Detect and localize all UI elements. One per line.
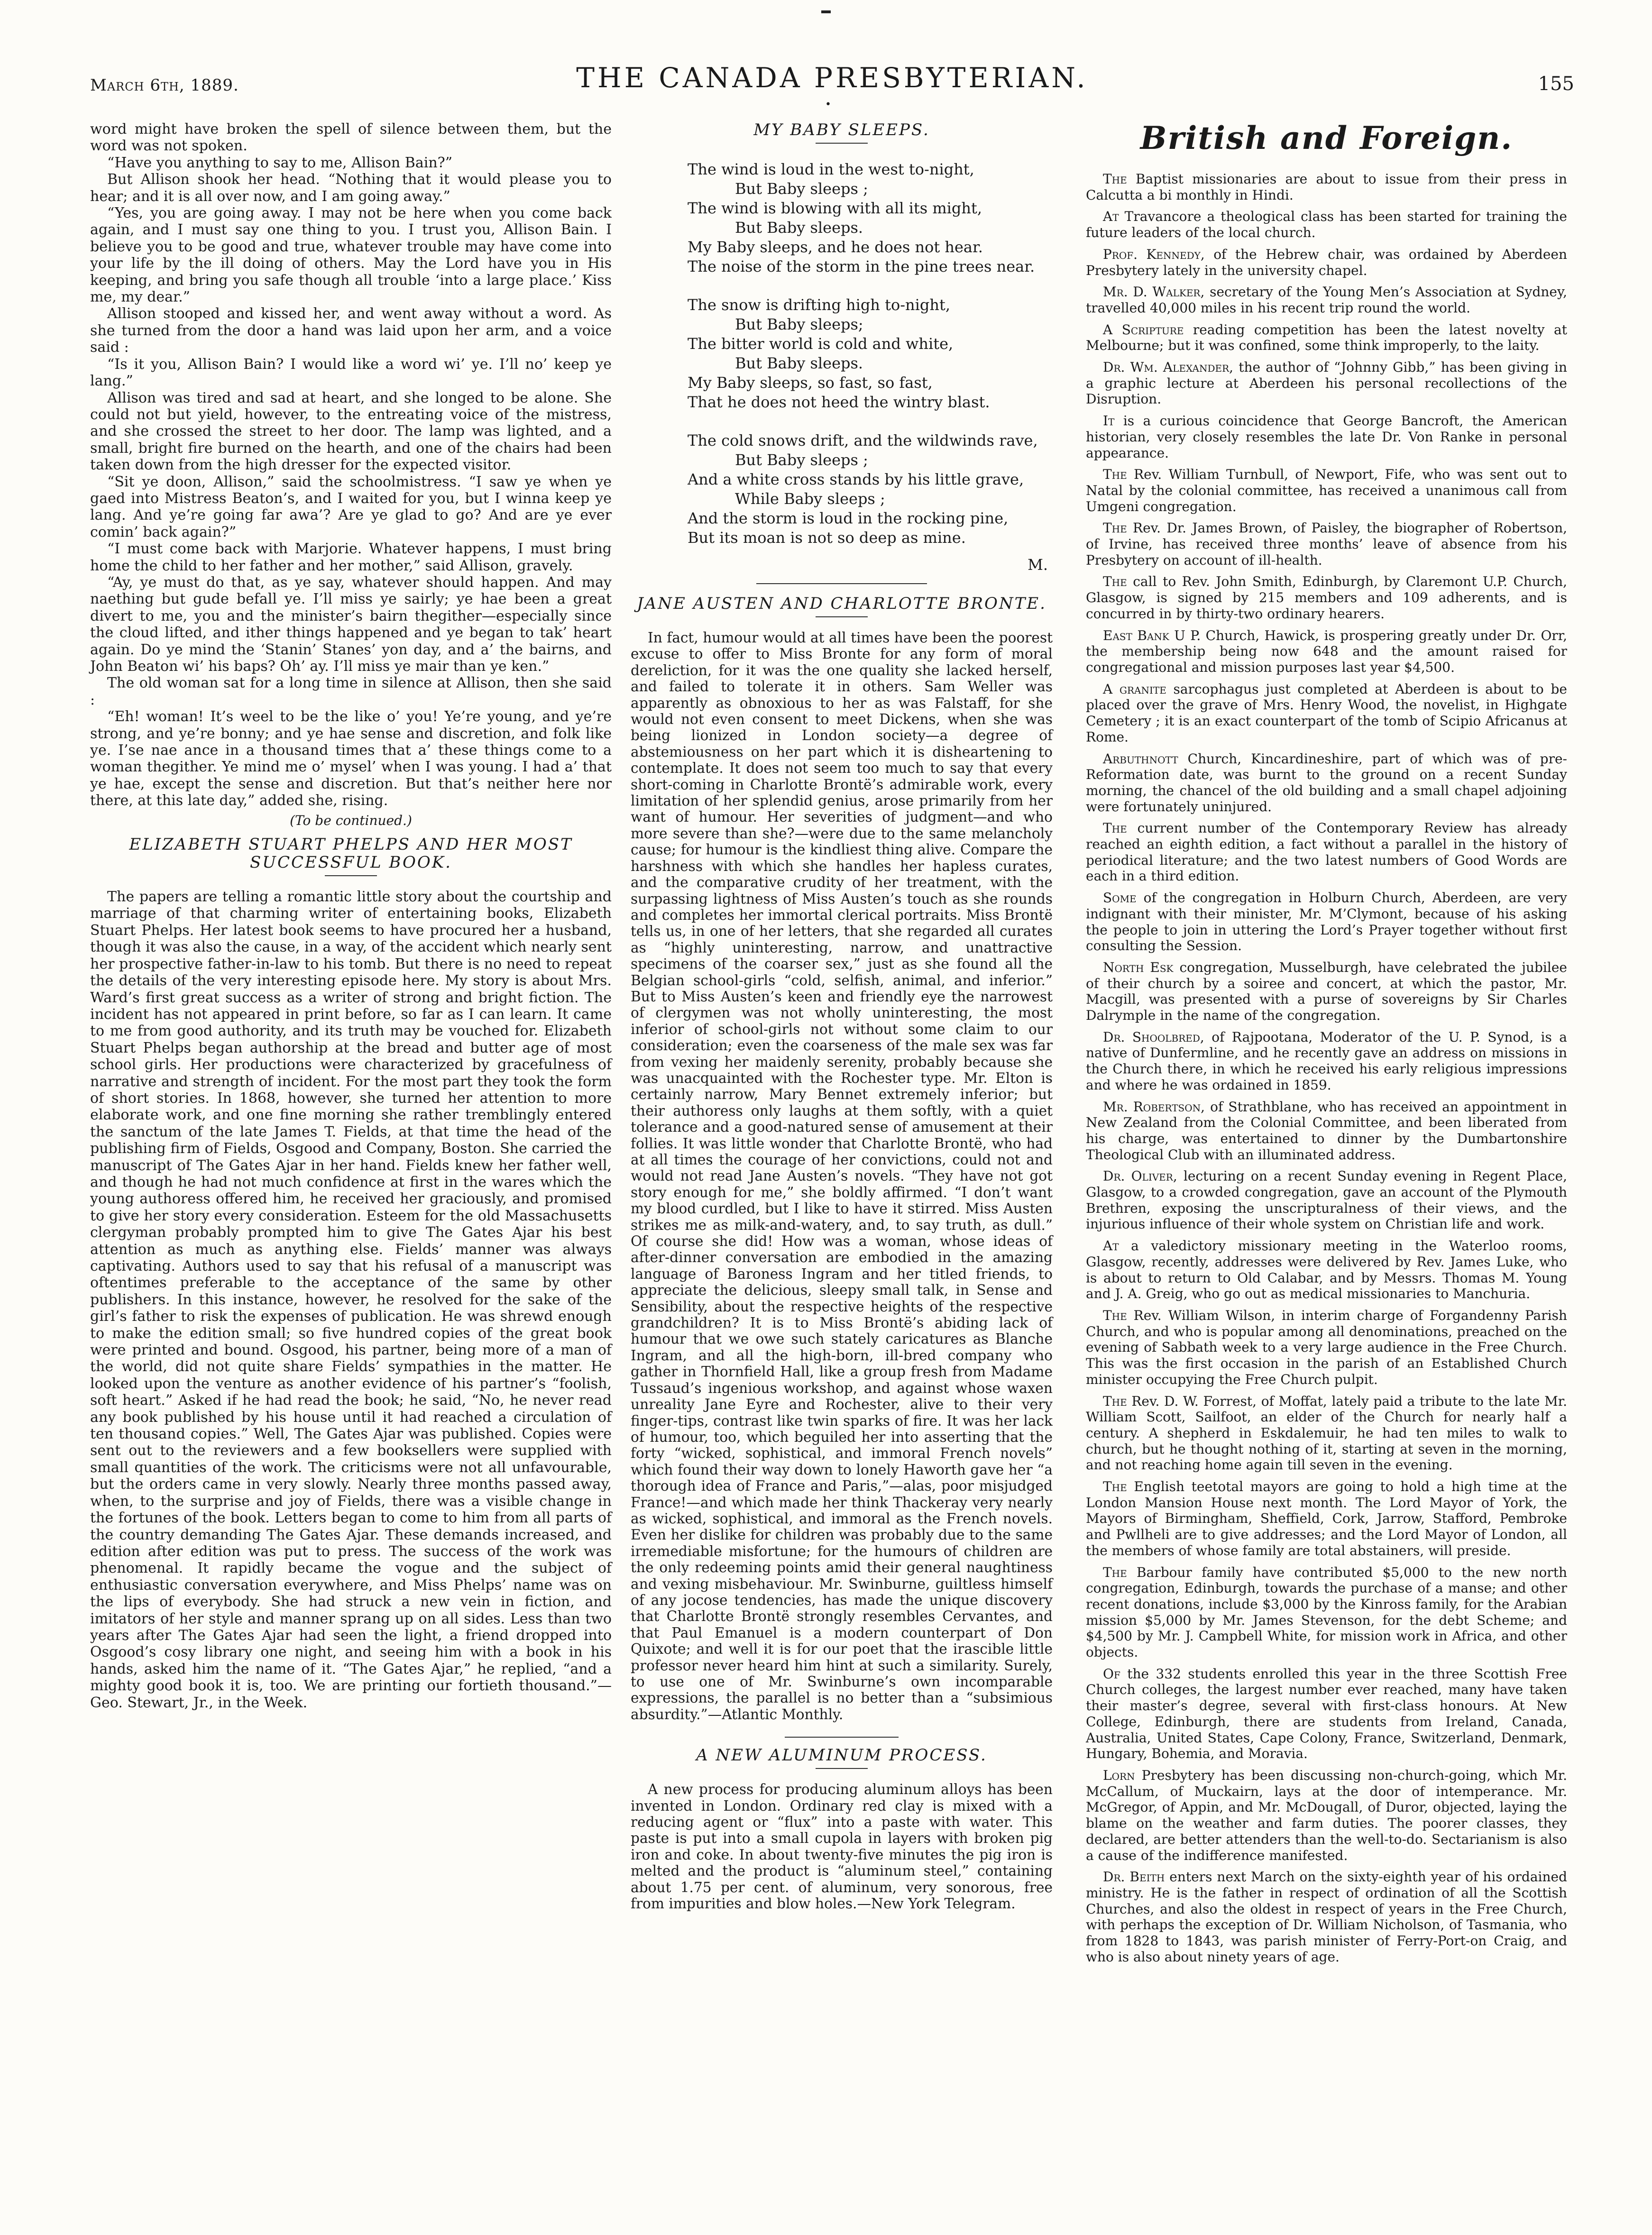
news-item-lead: The [1103,171,1127,187]
news-item-lead: It [1103,413,1115,429]
poem-line: But its moan is not so deep as mine. [688,529,966,547]
news-item-text: secretary of the Young Men’s Association at Sydney, travelled 40,000 miles in his recent trip round the world. [1086,284,1567,316]
news-item-text: call to Rev. John Smith, Edinburgh, by Claremont U.P. Church, Glasgow, is signed by 215 members and 109 adherents, and is concurred in by thirty-two ordinary hearers. [1086,574,1567,622]
masthead-dot: • [825,99,831,110]
news-item [1086,1768,1567,1863]
poem [688,160,1053,575]
news-item-lead: Of [1103,1666,1120,1682]
news-item-text: Rev. William Wilson, in interim charge of Forgandenny Parish Church, and who is popular among all denominations, preached on the evening of Sabbath week to a very large audience in the Free Church. This was the first occasion in the parish of an Established Church minister occupying the Free Church pulpit. [1086,1308,1567,1387]
news-item [1086,171,1567,203]
poem-line: While Baby sleeps ; [735,490,885,508]
news-item-lead: East Bank [1103,627,1169,643]
news-item [1086,1869,1567,1965]
news-item [1086,574,1567,622]
news-item-text: the 332 students enrolled this year in the three Scottish Free Church colleges, the largest number ever reached, many have taken their master’s degree, several with first-class honours. At New College, Edinburgh, there are students from Ireland, Canada, Australia, United States, Cape Colony, France, Switzerland, Denmark, Hungary, Bohemia, and Moravia. [1086,1666,1567,1762]
page-mark [821,10,831,13]
british-foreign-title: British and Foreign. [1140,119,1513,156]
title-rule [816,1768,868,1769]
news-item-text: is a curious coincidence that George Bancroft, the American historian, very closely resembles the late Dr. Von Ranke in personal appearance. [1086,413,1567,461]
news-item [1086,247,1567,278]
news-item-lead: The [1103,1479,1127,1495]
news-item [1086,890,1567,954]
poem-line: And a white cross stands by his little grave, [688,470,1024,488]
news-item-lead: The [1103,467,1127,483]
news-items [1086,171,1567,1965]
news-item-lead: North Esk [1103,959,1174,975]
news-item-lead: Dr. Shoolbred, [1103,1029,1204,1045]
news-item [1086,1238,1567,1302]
news-item-text: sarcophagus just completed at Aberdeen is about to be placed over the grave of Mrs. Henry Wood, the novelist, in Highgate Cemetery ; it is an exact counterpart of the tomb of Scipio Africanus at Rome. [1086,681,1567,745]
news-item-text: lecturing on a recent Sunday evening in Regent Place, Glasgow, to a crowded congregation, gave an account of the Plymouth Brethren, exposing the unscripturalness of their views, and the injurious influence of their whole system on Christian life and work. [1086,1168,1567,1232]
news-item-text: Travancore a theological class has been started for training the future leaders of the local church. [1086,209,1567,241]
column-left [90,121,612,1712]
to-be-continued: (To be continued.) [290,812,412,828]
poem-line: But Baby sleeps ; [735,180,868,198]
news-item-lead: Prof. Kennedy, [1103,246,1205,262]
news-item-lead: Arbuthnott [1103,751,1178,767]
poem-signature: M. [1028,556,1048,574]
poem-line: The snow is drifting high to-night, [688,296,950,314]
poem-line: And the storm is loud in the rocking pine, [688,509,1009,527]
story-paragraph: “Sit ye doon, Allison,” said the schoolmistress. “I saw ye when ye gaed into Mistress Beaton’s, and I waited for you, but I winna keep ye lang. And ye’re going far awa’? Are ye glad to go? And are ye ever comin’ back again?” [90,473,612,540]
austen-paragraph: In fact, humour would at all times have been the poorest excuse to offer to Miss Bronte for any form of moral dereliction, for it was the one quality she lacked herself, and failed to tolerate it in others. Sam Weller was apparently as obnoxious to her as was Falstaff, for she would not even consent to meet Dickens, when she was being lionized in London society—a degree of abstemiousness on her part which it is disheartening to contemplate. It does not seem too much to say that every short-coming in Charlotte Brontë’s admirable work, every limitation of her splendid genius, arose primarily from her want of humour. Her severities of judgment—and who more severe than she?—were due to the same melancholy cause; for humour is the kindliest thing alive. Compare the harshness with which she handles her hapless curates, and the comparative crudity of her treatment, with the surpassing lightness of Miss Austen’s touch as she rounds and completes her immortal clerical portraits. Miss Brontë tells us, in one of her letters, that she regarded all curates as “highly uninteresting, narrow, and unattractive specimens of the coarser sex,” just as she found all the Belgian school-girls “cold, selfish, animal, and inferior.” But to Miss Austen’s keen and friendly eye the narrowest of clergymen was not wholly uninteresting, the most inferior of school-girls not without some claim to our consideration; even the coarseness of the male sex was far from vexing her maidenly serenity, probably because she was unacquainted with the Rochester type. Mr. Elton is certainly narrow, Mary Bennet extremely inferior; but their authoress only laughs at them softly, with a quiet tolerance and a good-natured sense of amusement at their follies. It was little wonder that Charlotte Brontë, who had at all times the courage of her convictions, could not and would not read Jane Austen’s novels. “They have not got story enough for me,” she boldly affirmed. “I don’t want my blood curdled, but I like to have it stirred. Miss Austen strikes me as milk-and-watery, and, to say truth, as dull.” Of course she did! How was a woman, whose ideas of after-dinner conversation are embodied in the amazing language of Baroness Ingram and her titled friends, to appreciate the delicious, sleepy small talk, in Sense and Sensibility, about the respective heights of the respective grandchildren? It is to Miss Brontë’s abiding lack of humour that we owe such stately caricatures as Blanche Ingram, and all the high-born, ill-bred company who gather in Thornfield Hall, like a group fresh from Madame Tussaud’s ingenious workshop, and against whose waxen unreality Jane Eyre and Rochester, alive to their very finger-tips, contrast like twin sparks of fire. It was her lack of humour, too, which beguiled her into asserting that the forty “wicked, sophistical, and immoral French novels” which found their way down to lonely Haworth gave her “a thorough idea of France and Paris,”—alas, poor misjudged France!—and which made her think Thackeray very nearly as wicked, sophistical, and immoral as the French novels. Even her dislike for children was probably due to the same irremediable misfortune; for the humours of children are the only redeeming points amid their general naughtiness and vexing misbehaviour. Mr. Swinburne, guiltless himself of any jocose tendencies, has made the unique discovery that Charlotte Brontë strongly resembles Cervantes, and that Paul Emanuel is a modern counterpart of Don Quixote; and well it is for our poet that the irascible little professor never heard him hint at such a similarity. Surely, to use one of Mr. Swinburne’s own incomparable expressions, the parallel is no better than a “subsimious absurdity.”—Atlantic Monthly. [631,630,1053,1722]
news-item-lead: Lorn [1103,1767,1135,1783]
title-rule [325,875,377,876]
poem-line: But Baby sleeps; [735,315,863,333]
poem-line: The wind is blowing with all its might, [688,199,982,217]
poem-line: But Baby sleeps. [735,219,863,237]
news-item-text: of Strathblane, who has received an appointment in New Zealand from the Colonial Committee, and been liberated from his charge, was entertained to dinner by the Dumbartonshire Theological Club with an illuminated address. [1086,1099,1568,1163]
news-item-text: of the Hebrew chair, was ordained by Aberdeen Presbytery lately in the university chapel. [1086,246,1567,278]
news-item-lead: The [1103,1308,1127,1323]
poem-line: The noise of the storm in the pine trees near. [688,257,1035,275]
news-item-text: enters next March on the sixty-eighth year of his ordained ministry. He is the father in respect of ordination of all the Scottish Churches, and also the oldest in respect of years in the Free Church, with perhaps the exception of Dr. William Nicholson, of Tasmania, who from 1828 to 1843, was parish minister of Ferry-Port-on Craig, and who is also about ninety years of age. [1086,1869,1568,1965]
story-paragraph: “Yes, you are going away. I may not be here when you come back again, and I must say one thing to you. I trust you, Allison Bain. I believe you to be good and true, whatever trouble may have come into your life by the ill doing of others. May the Lord have you in His keeping, and bring you safe though all trouble ‘into a large place.’ Kiss me, my dear.” [90,205,612,306]
story-paragraph: Allison was tired and sad at heart, and she longed to be alone. She could not but yield, however, to the entreating voice of the mistress, and she crossed the street to her door. The lamp was lighted, and a small, bright fire burned on the hearth, and one of the chairs had been taken down from the high dresser for the expected visitor. [90,389,612,474]
story-paragraph: “Have you anything to say to me, Allison Bain?” [107,154,453,171]
news-item-lead: Dr. Beith [1103,1869,1165,1885]
news-item [1086,681,1567,745]
news-item [1086,1099,1567,1163]
story-paragraph: “Is it you, Allison Bain? I would like a word wi’ ye. I’ll no’ keep ye lang.” [90,356,612,390]
title-rule [816,143,868,144]
news-item [1086,520,1567,568]
poem-line: That he does not heed the wintry blast. [688,393,990,411]
news-item-lead: Dr. Wm. Alexander, [1103,359,1234,376]
news-item-text: Church, Kincardineshire, part of which was of pre-Reformation date, was burnt to the ground on a recent Sunday morning, the chancel of the old building and a small chapel adjoining were fortunately uninjured. [1086,751,1567,815]
news-item-text: Rev. William Turnbull, of Newport, Fife, who was sent out to Natal by the colonial committee, has received a unanimous call from Umgeni congregation. [1086,467,1567,514]
poem-title: MY BABY SLEEPS. [753,120,930,139]
news-item [1086,467,1567,514]
news-item-lead: The [1103,1393,1127,1409]
news-item-text: Barbour family have contributed $5,000 to the new north congregation, Edinburgh, towards the purchase of a manse; and other recent donations, include $3,000 by the Kinross family, for the Arabian mission $5,000 by Mr. James Stevenson, for the debt Scheme; and $4,500 by Mr. J. Campbell White, for mission work in Africa, and other objects. [1086,1564,1567,1660]
news-item [1086,359,1567,407]
section-rule [756,583,927,584]
phelps-paragraph: The papers are telling a romantic little story about the courtship and marriage of that charming writer of entertaining books, Elizabeth Stuart Phelps. Her latest book seems to have procured her a husband, though it was also the cause, in a way, of the accident which nearly sent her prospective father-in-law to his tomb. But there is no need to repeat the details of the very interesting episode here. My story is about Mrs. Ward’s first great success as a writer of strong and bright fiction. The incident has not appeared in print before, so far as I can learn. It came to me from good authority, and its truth may be vouched for. Elizabeth Stuart Phelps began authorship at the bread and butter age of most school girls. Her productions were characterized by gracefulness of narrative and strength of incident. For the most part they took the form of short stories. In 1868, however, she turned her attention to more elaborate work, and one fine morning she rather tremblingly entered the sanctum of the late James T. Fields, at that time the head of the publishing firm of Fields, Osgood and Company, Boston. She carried the manuscript of The Gates Ajar in her hand. Fields knew her father well, and though he had not much confidence at first in the wares which the young authoress offered him, he received her graciously, and promised to give her story every consideration. Esteem for the old Massachusetts clergyman probably prompted him to give The Gates Ajar his best attention as much as anything else. Fields’ manner was always captivating. Authors used to say that his refusal of a manuscript was oftentimes preferable to the acceptance of the same by other publishers. In this instance, however, he resolved for the sake of the girl’s father to risk the expenses of publication. He was shrewd enough to make the edition small; so five hundred copies of the great book were printed and bound. Osgood, his partner, being more of a man of the world, did not quite share Fields’ sympathies in the matter. He looked upon the venture as another evidence of his partner’s “foolish, soft heart.” Asked if he had read the book; he said, “No, he never read any book published by his house until it had reached a circulation of ten thousand copies.” Well, The Gates Ajar was published. Copies were sent out to the reviewers and a few booksellers were supplied with small quantities of the work. The criticisms were not all unfavourable, but the orders came in very slowly. Nearly three months passed away, when, to the surprise and joy of Fields, there was a visible change in the fortunes of the book. Letters began to come to him from all parts of the country demanding The Gates Ajar. These demands increased, and edition after edition was put to press. The success of the work was phenomenal. It rapidly became the vogue and the subject of enthusiastic conversation everywhere, and Miss Phelps’ name was on the lips of everybody. She had struck a new vein in fiction, and imitators of her style and manner sprang up on all sides. Less than two years after The Gates Ajar had seen the light, a friend dropped into Osgood’s cosy library one night, and seeing him with a book in his hands, asked him the name of it. “The Gates Ajar,” he replied, “and a mighty good book it is, too. We are printing our fortieth thousand.”—Geo. Stewart, Jr., in the Week. [90,889,612,1711]
news-item-lead: The [1103,1564,1127,1580]
news-item-text: of Rajpootana, Moderator of the U. P. Synod, is a native of Dunfermline, and he recently gave an address on missions in the Church there, in which he received his early religious impressions and where he was ordained in 1859. [1086,1029,1568,1093]
news-item [1086,751,1567,815]
news-item [1086,1565,1567,1660]
poem-stanza [688,295,1053,412]
news-item-lead: Mr. D. Walker, [1103,284,1205,300]
news-item-text: U P. Church, Hawick, is prospering greatly under Dr. Orr, the membership being now 648 and the amount raised for congregational and mission purposes last year $4,500. [1086,627,1567,675]
aluminum-article-title: A NEW ALUMINUM PROCESS. [696,1746,987,1765]
news-item-text: Rev. Dr. James Brown, of Paisley, the biographer of Robertson, of Irvine, has received three months’ leave of absence from his Presbytery on account of ill-health. [1086,520,1567,568]
column-right [1086,121,1567,1970]
poem-line: But Baby sleeps ; [735,451,868,469]
poem-line: The bitter world is cold and white, [688,335,954,353]
news-item-text: English teetotal mayors are going to hold a high time at the London Mansion House next month. The Lord Mayor of York, the Mayors of Birmingham, Sheffield, Cork, Jarrow, Stafford, Pembroke and Pwllheli are to give addresses; and the Lord Mayor of London, all the members of whose family are total abstainers, will preside. [1086,1479,1567,1558]
news-item [1086,1479,1567,1559]
poem-line: The wind is loud in the west to-night, [688,160,974,178]
story-paragraph: But Allison shook her head. “Nothing that it would please you to hear; and it is all over now, and I am going away.” [90,171,612,205]
story-paragraph: word might have broken the spell of silence between them, but the word was not spoken. [90,121,612,155]
masthead-title: THE CANADA PRESBYTERIAN. [576,62,1088,94]
austen-article-title: JANE AUSTEN AND CHARLOTTE BRONTE. [637,594,1046,613]
news-item-lead: Dr. Oliver, [1103,1168,1177,1184]
news-item-text: Baptist missionaries are about to issue from their press in Calcutta a bi monthly in Hindi. [1086,171,1567,203]
issue-date: March 6th, 1889. [90,76,239,95]
news-item-lead: Some [1103,890,1137,906]
aluminum-article [631,1781,1053,1912]
news-item [1086,820,1567,884]
news-item [1086,628,1567,676]
news-item [1086,1666,1567,1762]
news-item [1086,1308,1567,1388]
news-item-lead: A Scripture [1103,321,1184,338]
news-item-lead: The [1103,820,1127,836]
news-item-text: a valedictory missionary meeting in the Waterloo rooms, Glasgow, recently, addresses were delivered by Rev. James Luke, who is about to return to Old Calabar, and by Messrs. Thomas M. Young and J. A. Greig, who go out as medical missionaries to Manchuria. [1086,1238,1567,1302]
section-rule [785,1737,899,1738]
story-paragraph: Allison stooped and kissed her, and went away without a word. As she turned from the door a hand was laid upon her arm, and a voice said : [90,305,612,356]
news-item-text: reading competition has been the latest novelty at Melbourne; but it was confined, some think improperly, to the laity. [1086,321,1568,354]
news-item [1086,413,1567,461]
news-item [1086,284,1567,316]
phelps-article-title: ELIZABETH STUART PHELPS AND HER MOST SUCCESSFUL BOOK. [129,835,573,872]
story-paragraph: The old woman sat for a long time in silence at Allison, then she said : [90,675,612,708]
news-item-lead: A granite [1103,681,1166,697]
news-item-lead: The [1103,574,1127,590]
poem-line: My Baby sleeps, so fast, so fast, [688,374,933,392]
aluminum-paragraph: A new process for producing aluminum alloys has been invented in London. Ordinary red clay is mixed with a reducing agent or “flux” into a paste with water. This paste is put into a small cupola in layers with broken pig iron and coke. In about twenty-five minutes the pig iron is melted and the product is “aluminum steel,” containing about 1.75 per cent. of aluminum, very sonorous, free from impurities and blow holes.—New York Telegram. [631,1781,1053,1912]
poem-line: But Baby sleeps. [735,354,863,372]
news-item [1086,1029,1567,1093]
news-item [1086,1168,1567,1232]
poem-stanza [688,160,1053,276]
poem-stanza [688,431,1053,548]
serial-story [90,121,612,809]
news-item-lead: The [1103,520,1127,536]
story-paragraph: “Ay, ye must do that, as ye say, whatever should happen. And may naething but gude befall ye. I’ll miss ye sairly; ye hae been a great divert to me, you and the minister’s bairn thegither—especially since the cloud lifted, and ither things happened and ye began to tak’ heart again. Do ye mind the ‘Stanin’ Stanes’ yon day, and a’ the bairns, and John Beaton wi’ his baps? Oh’ ay. I’ll miss ye mair than ye ken.” [90,574,612,675]
news-item [1086,960,1567,1024]
news-item-text: of the congregation in Holburn Church, Aberdeen, are very indignant with their minister, Mr. M’Clymont, because of his asking the people to join in uttering the Lord’s Prayer together without first consulting the Session. [1086,890,1567,954]
story-paragraph: “I must come back with Marjorie. Whatever happens, I must bring home the child to her father and her mother,” said Allison, gravely. [90,540,612,574]
poem-line: The cold snows drift, and the wildwinds rave, [688,431,1038,449]
news-item-text: current number of the Contemporary Review has already reached an eighth edition, a fact without a parallel in the history of periodical literature; and the two latest numbers of Good Words are each in a third edition. [1086,820,1567,884]
page-header [90,62,1574,110]
page-number: 155 [1538,73,1574,95]
news-item-lead: At [1103,1238,1119,1254]
news-item-text: Presbytery has been discussing non-church-going, which Mr. McCallum, of Muckairn, lays at the door of intemperance. Mr. McGregor, of Appin, and Mr. McDougall, of Duror, objected, laying the blame on the weather and farm duties. The poorer classes, they declared, are better attenders than the well-to-do. Sectarianism is also a cause of the indifference manifested. [1086,1767,1567,1863]
austen-article [631,630,1053,1722]
story-paragraph: “Eh! woman! It’s weel to be the like o’ you! Ye’re young, and ye’re strong, and ye’re bonny; and ye hae sense and discretion, and folk like ye. I’se nae ance in a thousand times that a’ these things come to a woman thegither. Ye mind me o’ mysel’ when I was young. I had a’ that ye hae, except the sense and discretion. But that’s neither here nor there, at this late day,” added she, rising. [90,708,612,809]
news-item [1086,1393,1567,1474]
news-item [1086,209,1567,240]
title-rule [816,616,868,617]
news-item-text: the author of “Johnny Gibb,” has been giving in a graphic lecture at Aberdeen his personal recollections of the Disruption. [1086,359,1567,407]
news-item [1086,322,1567,354]
news-item-text: Rev. D. W. Forrest, of Moffat, lately paid a tribute to the late Mr. William Scott, Sailfoot, an elder of the Church for nearly half a century. A shepherd in Eskdalemuir, he had ten miles to walk to church, but he thought nothing of it, starting at seven in the morning, and not reaching home again till seven in the evening. [1086,1393,1567,1473]
news-item-text: congregation, Musselburgh, have celebrated the jubilee of their church by a soiree and concert, at which the pastor, Mr. Macgill, was presented with a purse of sovereigns by Sir Charles Dalrymple in the name of the congregation. [1086,959,1567,1024]
news-item-lead: At [1103,209,1119,225]
news-item-lead: Mr. Robertson, [1103,1099,1205,1115]
poem-line: My Baby sleeps, and he does not hear. [688,238,983,256]
column-middle [631,121,1053,1913]
